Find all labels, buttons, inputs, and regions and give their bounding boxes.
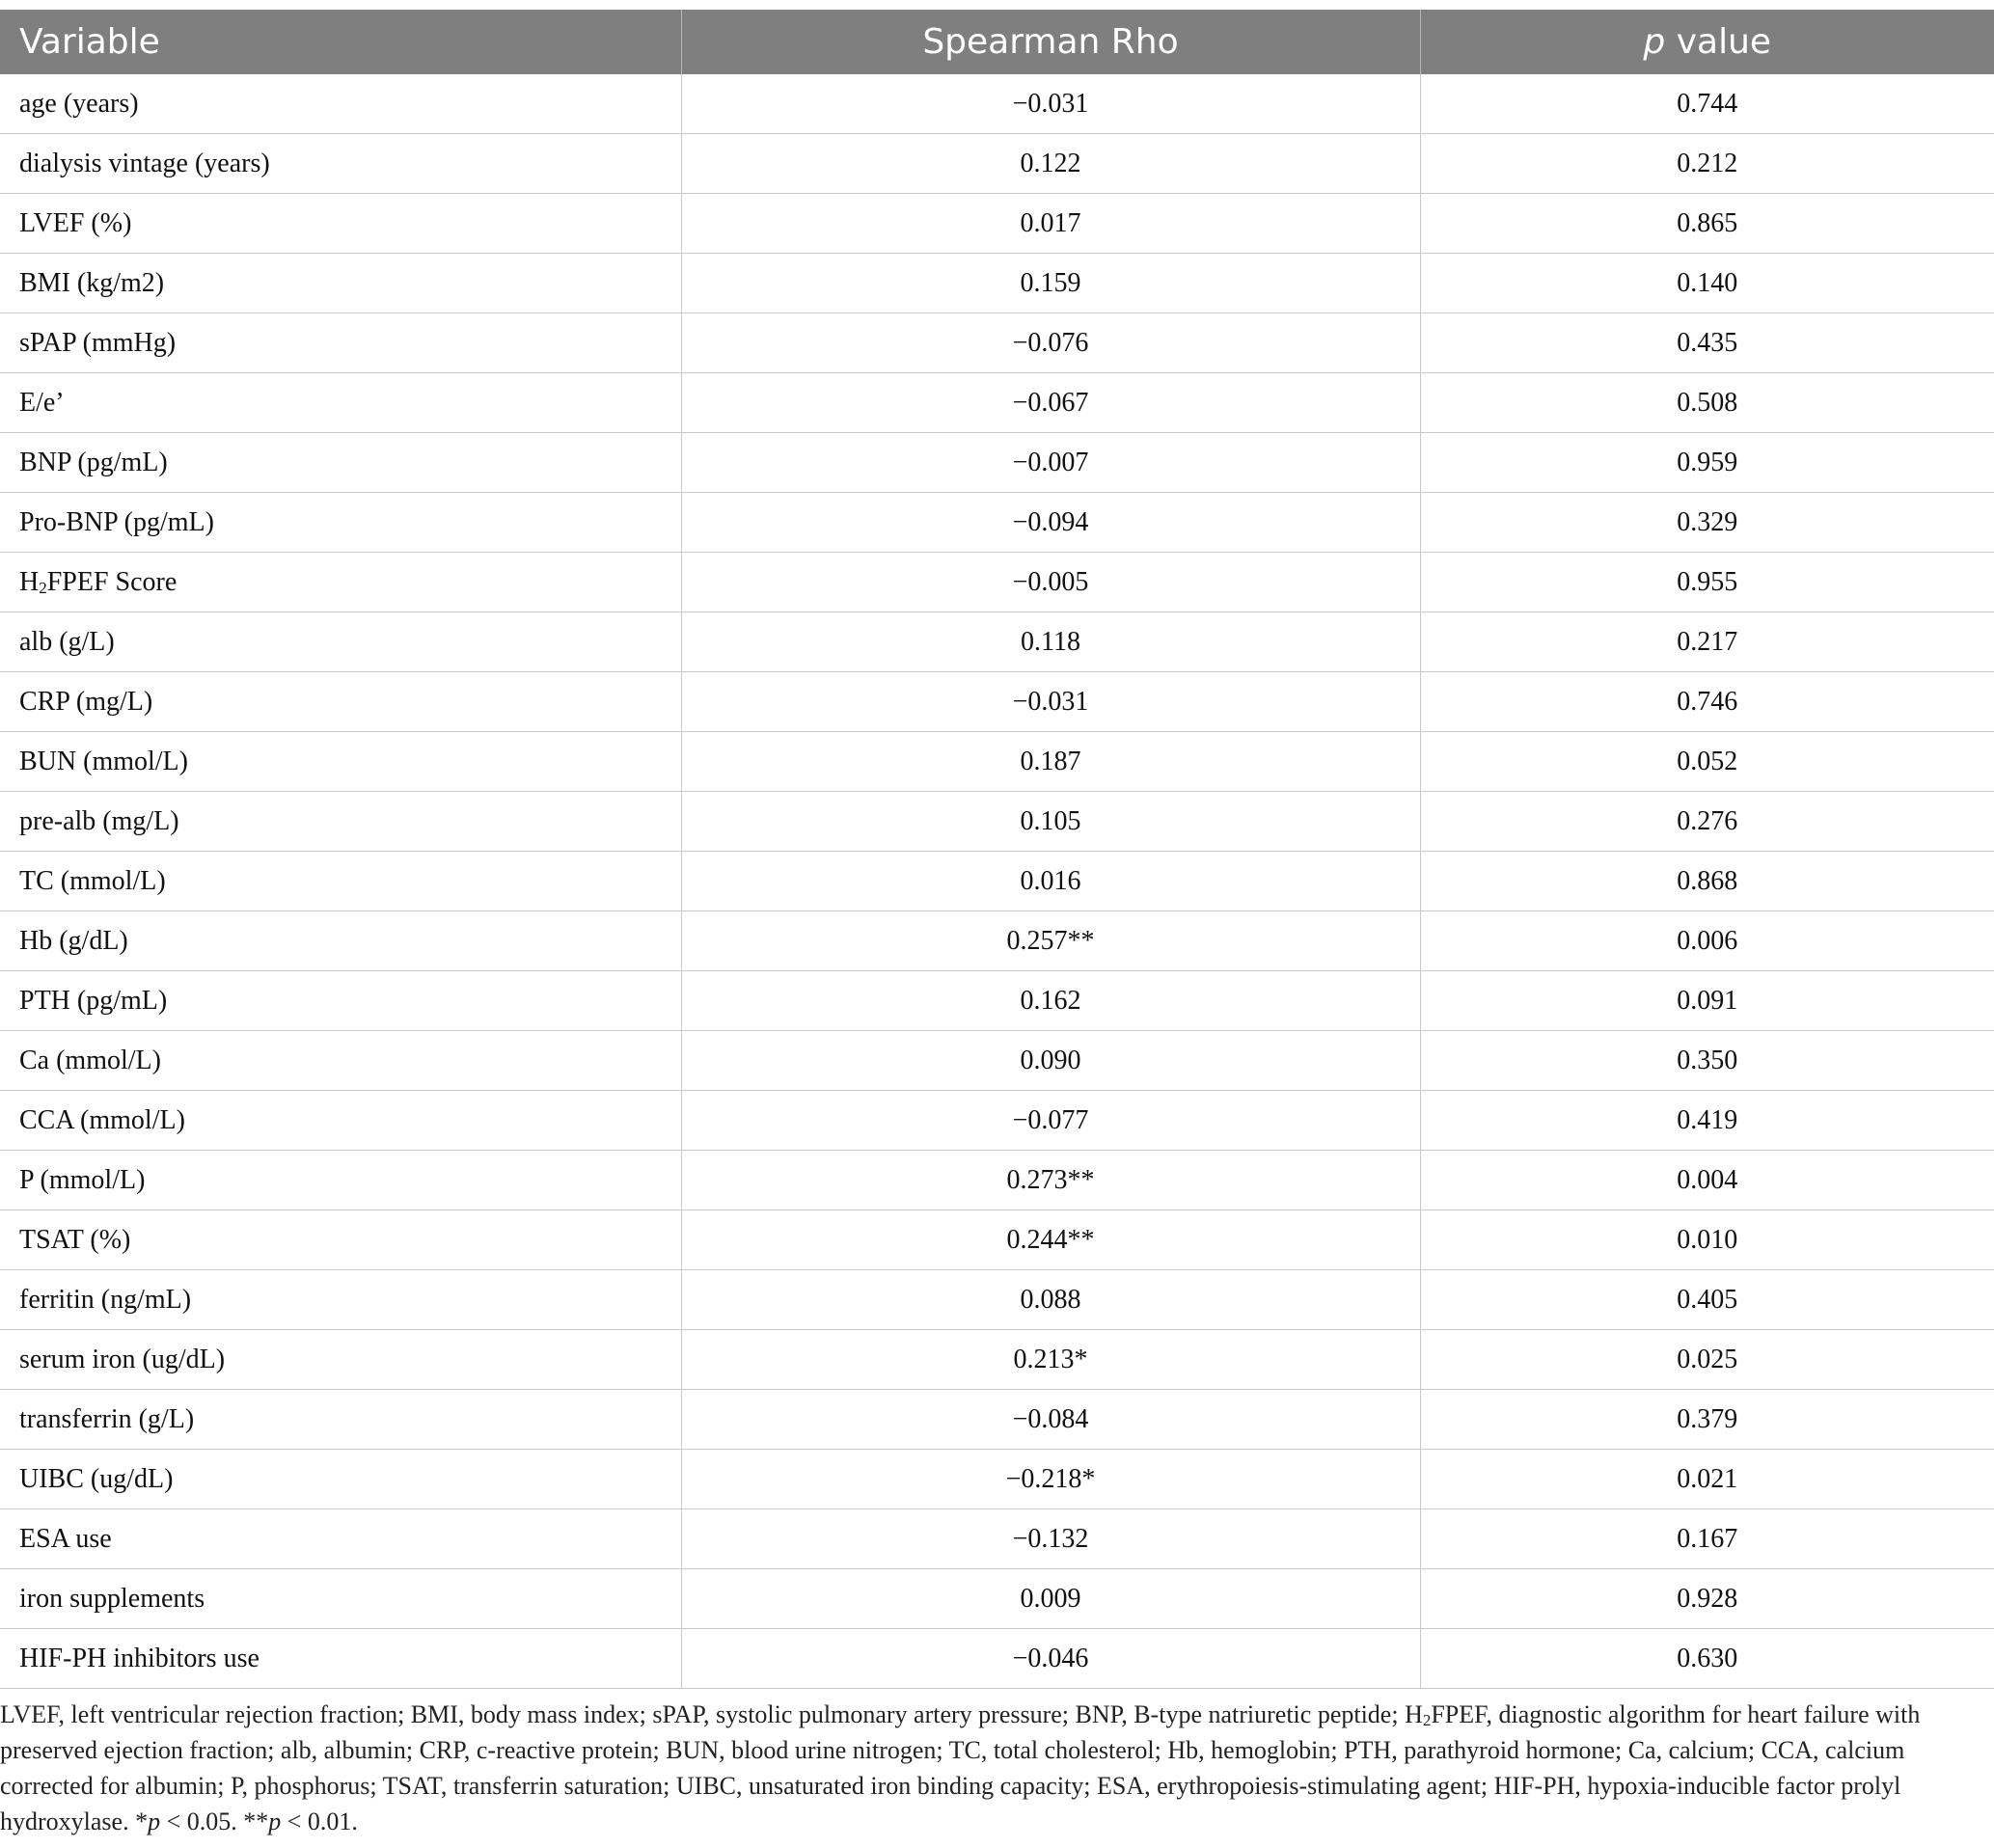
cell-p-value: 0.021 [1420, 1450, 1994, 1509]
table-row [0, 852, 1994, 911]
cell-p-value: 0.006 [1420, 911, 1994, 971]
cell-spearman-rho: 0.105 [681, 792, 1420, 852]
cell-spearman-rho: −0.005 [681, 553, 1420, 612]
cell-variable: Pro-BNP (pg/mL) [0, 493, 681, 553]
table-row [0, 911, 1994, 971]
cell-spearman-rho: 0.009 [681, 1569, 1420, 1629]
cell-p-value: 0.276 [1420, 792, 1994, 852]
cell-spearman-rho: −0.094 [681, 493, 1420, 553]
cell-variable: alb (g/L) [0, 612, 681, 672]
cell-spearman-rho: −0.084 [681, 1390, 1420, 1450]
cell-variable: dialysis vintage (years) [0, 134, 681, 194]
cell-p-value: 0.025 [1420, 1330, 1994, 1390]
table-row [0, 1450, 1994, 1509]
footnote-part1: LVEF, left ventricular rejection fraction; BMI, body mass index; sPAP, systolic pulmonary artery pressure; BNP, B-type natriuretic peptide; H [0, 1700, 1423, 1728]
cell-variable: iron supplements [0, 1569, 681, 1629]
cell-spearman-rho: 0.122 [681, 134, 1420, 194]
cell-spearman-rho: −0.031 [681, 74, 1420, 134]
cell-p-value: 0.052 [1420, 732, 1994, 792]
cell-spearman-rho: 0.162 [681, 971, 1420, 1031]
cell-p-value: 0.630 [1420, 1629, 1994, 1689]
cell-variable [0, 553, 681, 612]
table-row [0, 1091, 1994, 1151]
header-variable: Variable [0, 10, 681, 74]
table-row [0, 194, 1994, 254]
cell-p-value: 0.405 [1420, 1270, 1994, 1330]
cell-p-value: 0.140 [1420, 254, 1994, 313]
cell-variable: ferritin (ng/mL) [0, 1270, 681, 1330]
cell-spearman-rho: 0.187 [681, 732, 1420, 792]
table-footnote [0, 1689, 1985, 1839]
cell-variable: BNP (pg/mL) [0, 433, 681, 493]
cell-variable: LVEF (%) [0, 194, 681, 254]
table-row [0, 612, 1994, 672]
cell-spearman-rho: −0.067 [681, 373, 1420, 433]
cell-variable-sub: 2 [39, 578, 47, 597]
cell-spearman-rho: 0.017 [681, 194, 1420, 254]
table-row [0, 373, 1994, 433]
cell-spearman-rho: 0.159 [681, 254, 1420, 313]
cell-variable: PTH (pg/mL) [0, 971, 681, 1031]
header-row [0, 10, 1994, 74]
cell-variable: sPAP (mmHg) [0, 313, 681, 373]
cell-p-value: 0.004 [1420, 1151, 1994, 1210]
cell-spearman-rho: 0.118 [681, 612, 1420, 672]
table-row [0, 433, 1994, 493]
table-header [0, 10, 1994, 74]
table-row [0, 971, 1994, 1031]
cell-spearman-rho: −0.218* [681, 1450, 1420, 1509]
footnote-p2: p [268, 1807, 282, 1835]
cell-variable: TSAT (%) [0, 1210, 681, 1270]
cell-spearman-rho: −0.007 [681, 433, 1420, 493]
footnote-p1: p [148, 1807, 161, 1835]
table-row [0, 1509, 1994, 1569]
table-row [0, 313, 1994, 373]
cell-p-value: 0.217 [1420, 612, 1994, 672]
table-row [0, 1031, 1994, 1091]
cell-spearman-rho: −0.077 [681, 1091, 1420, 1151]
cell-variable: P (mmol/L) [0, 1151, 681, 1210]
correlation-table [0, 10, 1994, 1689]
cell-variable: Hb (g/dL) [0, 911, 681, 971]
cell-spearman-rho: −0.031 [681, 672, 1420, 732]
header-p-italic: p [1643, 22, 1666, 62]
cell-p-value: 0.010 [1420, 1210, 1994, 1270]
table-body [0, 74, 1994, 1689]
table-row [0, 254, 1994, 313]
table-row [0, 1270, 1994, 1330]
cell-p-value: 0.865 [1420, 194, 1994, 254]
cell-p-value: 0.959 [1420, 433, 1994, 493]
table-row [0, 74, 1994, 134]
table-container [0, 10, 1994, 1839]
cell-p-value: 0.419 [1420, 1091, 1994, 1151]
cell-p-value: 0.868 [1420, 852, 1994, 911]
cell-p-value: 0.744 [1420, 74, 1994, 134]
cell-variable: BMI (kg/m2) [0, 254, 681, 313]
footnote-part4: < 0.01. [281, 1807, 358, 1835]
cell-spearman-rho: −0.076 [681, 313, 1420, 373]
cell-variable: ESA use [0, 1509, 681, 1569]
cell-variable: transferrin (g/L) [0, 1390, 681, 1450]
cell-p-value: 0.167 [1420, 1509, 1994, 1569]
table-row [0, 553, 1994, 612]
table-row [0, 493, 1994, 553]
cell-variable: E/e’ [0, 373, 681, 433]
cell-spearman-rho: 0.273** [681, 1151, 1420, 1210]
table-row [0, 672, 1994, 732]
cell-variable: CRP (mg/L) [0, 672, 681, 732]
cell-p-value: 0.508 [1420, 373, 1994, 433]
footnote-part3: < 0.05. ** [160, 1807, 269, 1835]
cell-spearman-rho: 0.016 [681, 852, 1420, 911]
cell-variable: UIBC (ug/dL) [0, 1450, 681, 1509]
table-row [0, 134, 1994, 194]
cell-p-value: 0.746 [1420, 672, 1994, 732]
cell-variable: CCA (mmol/L) [0, 1091, 681, 1151]
cell-spearman-rho: 0.244** [681, 1210, 1420, 1270]
table-row [0, 732, 1994, 792]
cell-spearman-rho: −0.132 [681, 1509, 1420, 1569]
cell-spearman-rho: 0.090 [681, 1031, 1420, 1091]
cell-variable: Ca (mmol/L) [0, 1031, 681, 1091]
cell-p-value: 0.350 [1420, 1031, 1994, 1091]
cell-p-value: 0.435 [1420, 313, 1994, 373]
table-row [0, 1330, 1994, 1390]
cell-spearman-rho: 0.213* [681, 1330, 1420, 1390]
table-row [0, 1569, 1994, 1629]
header-spearman-rho: Spearman Rho [681, 10, 1420, 74]
cell-variable: TC (mmol/L) [0, 852, 681, 911]
header-p-value [1420, 10, 1994, 74]
cell-variable: serum iron (ug/dL) [0, 1330, 681, 1390]
cell-spearman-rho: −0.046 [681, 1629, 1420, 1689]
cell-p-value: 0.928 [1420, 1569, 1994, 1629]
cell-spearman-rho: 0.257** [681, 911, 1420, 971]
cell-p-value: 0.955 [1420, 553, 1994, 612]
table-row [0, 1629, 1994, 1689]
cell-variable: pre-alb (mg/L) [0, 792, 681, 852]
cell-variable-post: FPEF Score [46, 566, 178, 597]
cell-spearman-rho: 0.088 [681, 1270, 1420, 1330]
table-row [0, 1210, 1994, 1270]
cell-p-value: 0.212 [1420, 134, 1994, 194]
cell-variable: age (years) [0, 74, 681, 134]
table-row [0, 792, 1994, 852]
footnote-part2: FPEF, diagnostic algorithm for heart failure with preserved ejection fraction; alb, albumin; CRP, c-reactive protein; BUN, blood urine nitrogen; TC, total cholesterol; Hb, hemoglobin; PTH, parathyroid hormone; Ca, calcium; CCA, calcium corrected for albumin; P, phosphorus; TSAT, transferrin saturation; UIBC, unsaturated iron binding capacity; ESA, erythropoiesis-stimulating agent; HIF-PH, hypoxia-inducible factor prolyl hydroxylase. * [0, 1700, 1921, 1835]
table-row [0, 1390, 1994, 1450]
header-p-rest: value [1665, 22, 1772, 62]
cell-p-value: 0.379 [1420, 1390, 1994, 1450]
cell-variable-pre: H [19, 566, 40, 597]
table-row [0, 1151, 1994, 1210]
footnote-sub: 2 [1422, 1711, 1432, 1729]
cell-variable: BUN (mmol/L) [0, 732, 681, 792]
cell-variable: HIF-PH inhibitors use [0, 1629, 681, 1689]
cell-p-value: 0.329 [1420, 493, 1994, 553]
cell-p-value: 0.091 [1420, 971, 1994, 1031]
